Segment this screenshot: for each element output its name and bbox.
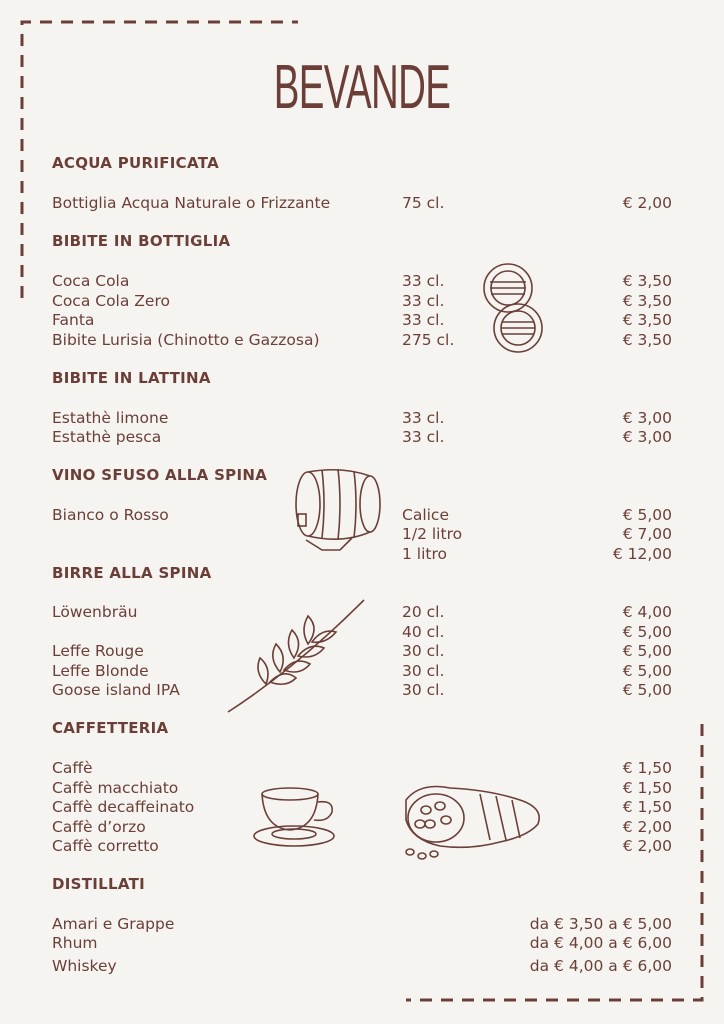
item-qty: Calice xyxy=(402,506,449,524)
item-price: € 4,00 xyxy=(622,603,672,621)
item-name: Whiskey xyxy=(52,957,117,975)
section-heading: DISTILLATI xyxy=(52,875,146,893)
item-name: Caffè corretto xyxy=(52,837,159,855)
item-price: € 5,00 xyxy=(622,506,672,524)
menu-item xyxy=(52,408,672,428)
menu-item xyxy=(52,310,672,330)
item-price: € 5,00 xyxy=(622,642,672,660)
item-name: Estathè pesca xyxy=(52,428,162,446)
item-price: € 3,00 xyxy=(622,428,672,446)
item-name: Coca Cola xyxy=(52,272,130,290)
menu-item xyxy=(52,330,672,350)
item-name: Bottiglia Acqua Naturale o Frizzante xyxy=(52,194,331,212)
item-name: Coca Cola Zero xyxy=(52,292,170,310)
item-price: € 12,00 xyxy=(612,545,672,563)
item-name: Estathè limone xyxy=(52,409,169,427)
menu-item xyxy=(52,778,672,798)
item-name: Amari e Grappe xyxy=(52,915,175,933)
menu-item xyxy=(52,758,672,778)
section-heading: BIBITE IN LATTINA xyxy=(52,369,211,387)
item-qty: 20 cl. xyxy=(402,603,445,621)
wine-barrel-icon xyxy=(292,466,386,552)
section-heading: VINO SFUSO ALLA SPINA xyxy=(52,466,268,484)
item-name: Caffè d’orzo xyxy=(52,818,146,836)
item-price: € 2,00 xyxy=(622,194,672,212)
item-price: € 5,00 xyxy=(622,662,672,680)
coffee-cup-icon xyxy=(252,784,338,848)
item-qty: 33 cl. xyxy=(402,292,445,310)
menu-item xyxy=(52,836,672,856)
item-name: Leffe Blonde xyxy=(52,662,149,680)
item-qty: 33 cl. xyxy=(402,311,445,329)
item-qty: 33 cl. xyxy=(402,409,445,427)
item-price: da € 4,00 a € 6,00 xyxy=(529,934,672,952)
item-name: Caffè macchiato xyxy=(52,779,179,797)
item-name: Goose island IPA xyxy=(52,681,180,699)
item-qty: 1/2 litro xyxy=(402,525,463,543)
wheat-ear-icon xyxy=(226,598,366,716)
menu-item xyxy=(52,193,672,213)
page-title: BEVANDE xyxy=(273,53,451,122)
item-qty: 33 cl. xyxy=(402,272,445,290)
item-name: Rhum xyxy=(52,934,98,952)
item-price: € 5,00 xyxy=(622,623,672,641)
menu-item xyxy=(52,427,672,447)
menu-item xyxy=(52,291,672,311)
item-price: € 5,00 xyxy=(622,681,672,699)
item-price: € 2,00 xyxy=(622,818,672,836)
item-qty: 33 cl. xyxy=(402,428,445,446)
menu-item xyxy=(52,956,672,976)
item-name: Caffè xyxy=(52,759,93,777)
item-price: € 3,50 xyxy=(622,272,672,290)
menu-item xyxy=(52,933,672,953)
item-price: € 3,00 xyxy=(622,409,672,427)
item-qty: 275 cl. xyxy=(402,331,455,349)
section-heading: BIBITE IN BOTTIGLIA xyxy=(52,232,231,250)
menu-item xyxy=(52,914,672,934)
item-price: € 1,50 xyxy=(622,759,672,777)
item-qty: 30 cl. xyxy=(402,681,445,699)
item-qty: 1 litro xyxy=(402,545,447,563)
section-heading: CAFFETTERIA xyxy=(52,719,169,737)
section-heading: BIRRE ALLA SPINA xyxy=(52,564,212,582)
item-qty: 30 cl. xyxy=(402,662,445,680)
item-price: € 2,00 xyxy=(622,837,672,855)
item-price: € 1,50 xyxy=(622,798,672,816)
menu-item xyxy=(52,271,672,291)
item-name: Leffe Rouge xyxy=(52,642,144,660)
item-price: da € 4,00 a € 6,00 xyxy=(529,957,672,975)
item-price: € 1,50 xyxy=(622,779,672,797)
item-qty: 40 cl. xyxy=(402,623,445,641)
item-qty: 75 cl. xyxy=(402,194,445,212)
coffee-sack-icon xyxy=(400,780,544,862)
item-name: Fanta xyxy=(52,311,95,329)
bottle-caps-icon xyxy=(474,260,550,356)
item-price: € 3,50 xyxy=(622,331,672,349)
item-name: Bianco o Rosso xyxy=(52,506,169,524)
item-name: Bibite Lurisia (Chinotto e Gazzosa) xyxy=(52,331,320,349)
item-price: € 7,00 xyxy=(622,525,672,543)
item-name: Löwenbräu xyxy=(52,603,138,621)
menu-item xyxy=(52,817,672,837)
item-price: € 3,50 xyxy=(622,311,672,329)
item-price: € 3,50 xyxy=(622,292,672,310)
section-heading: ACQUA PURIFICATA xyxy=(52,154,219,172)
item-qty: 30 cl. xyxy=(402,642,445,660)
item-name: Caffè decaffeinato xyxy=(52,798,195,816)
item-price: da € 3,50 a € 5,00 xyxy=(529,915,672,933)
menu-item xyxy=(52,797,672,817)
